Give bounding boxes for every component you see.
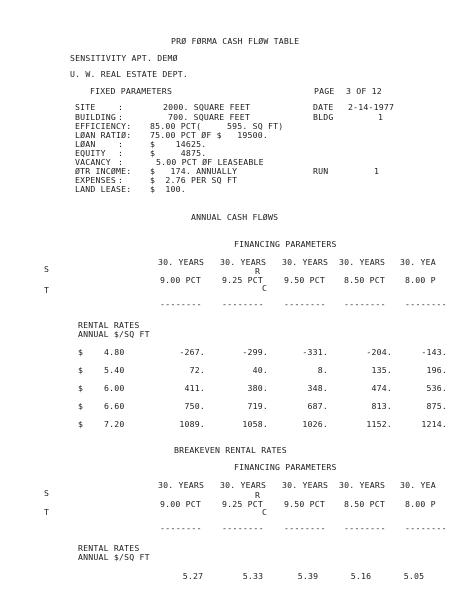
rental-rate: 6.60 bbox=[104, 401, 125, 411]
side-letter-s: S bbox=[44, 264, 50, 274]
rental-rates-label: RENTAL RATES bbox=[78, 543, 140, 553]
cash-flow-value: 474. bbox=[371, 383, 392, 393]
param-value: 700. SQUARE FEET bbox=[168, 112, 251, 122]
cash-flow-value: 411. bbox=[184, 383, 205, 393]
rate-header: 8.50 PCT bbox=[344, 275, 386, 285]
param-value: $ 174. ANNUALLY bbox=[150, 166, 238, 176]
annual-cash-flows-title: ANNUAL CASH FLØWS bbox=[191, 212, 279, 222]
rate-header: 8.00 P bbox=[405, 499, 436, 509]
date-label: DATE bbox=[313, 102, 334, 112]
breakeven-value: 5.27 bbox=[182, 571, 204, 581]
cash-flow-value: -267. bbox=[179, 347, 205, 357]
document-title: PRØ FØRMA CASH FLØW TABLE bbox=[171, 36, 300, 46]
date-value: 2-14-1977 bbox=[348, 102, 395, 112]
param-sep: : bbox=[118, 102, 124, 112]
cash-flow-value: 8. bbox=[317, 365, 328, 375]
rate-header: 9.00 PCT bbox=[160, 499, 202, 509]
rate-header: 9.50 PCT bbox=[284, 275, 326, 285]
rental-rate: 4.80 bbox=[104, 347, 125, 357]
page-label: PAGE bbox=[314, 86, 335, 96]
cash-flow-value: 40. bbox=[252, 365, 268, 375]
header-rule: -------- bbox=[222, 299, 264, 309]
cash-flow-value: 1214. bbox=[421, 419, 447, 429]
cash-flow-value: 875. bbox=[426, 401, 447, 411]
currency-symbol: $ bbox=[78, 347, 84, 357]
param-label: LØAN RATIØ: bbox=[75, 130, 132, 140]
param-value: 2000. SQUARE FEET bbox=[163, 102, 251, 112]
cash-flow-value: 687. bbox=[307, 401, 328, 411]
term-header: 30. YEARS bbox=[339, 257, 386, 267]
param-label: EQUITY bbox=[75, 148, 106, 158]
param-label: VACANCY bbox=[75, 157, 111, 167]
header-rule: -------- bbox=[344, 523, 386, 533]
side-letter-c: C bbox=[262, 283, 268, 293]
param-sep: : bbox=[118, 148, 124, 158]
term-header: 30. YEARS bbox=[282, 480, 329, 490]
param-value: $ 14625. bbox=[150, 139, 207, 149]
cash-flow-value: 135. bbox=[371, 365, 392, 375]
term-header: 30. YEARS bbox=[220, 480, 267, 490]
param-value: 85.00 PCT( 595. SQ FT) bbox=[150, 121, 284, 131]
term-header: 30. YEARS bbox=[282, 257, 329, 267]
currency-symbol: $ bbox=[78, 401, 84, 411]
breakeven-title: BREAKEVEN RENTAL RATES bbox=[174, 445, 287, 455]
currency-symbol: $ bbox=[78, 419, 84, 429]
breakeven-value: 5.16 bbox=[350, 571, 372, 581]
breakeven-value: 5.05 bbox=[403, 571, 425, 581]
header-rule: -------- bbox=[160, 299, 202, 309]
param-value: $ 100. bbox=[150, 184, 186, 194]
param-value: $ 4875. bbox=[150, 148, 207, 158]
financing-parameters-heading: FINANCING PARAMETERS bbox=[234, 462, 337, 472]
rental-rate: 6.00 bbox=[104, 383, 125, 393]
rate-header: 9.50 PCT bbox=[284, 499, 326, 509]
term-header: 30. YEARS bbox=[339, 480, 386, 490]
bldg-value: 1 bbox=[378, 112, 384, 122]
rental-rate: 7.20 bbox=[104, 419, 125, 429]
header-rule: -------- bbox=[405, 523, 447, 533]
term-header: 30. YEARS bbox=[158, 257, 205, 267]
param-sep: : bbox=[118, 157, 124, 167]
currency-symbol: $ bbox=[78, 383, 84, 393]
side-letter-t: T bbox=[44, 507, 50, 517]
rental-rate: 5.40 bbox=[104, 365, 125, 375]
cash-flow-value: 348. bbox=[307, 383, 328, 393]
cash-flow-value: 196. bbox=[426, 365, 447, 375]
param-label: BUILDING bbox=[75, 112, 117, 122]
param-label: LAND LEASE: bbox=[75, 184, 132, 194]
page-value: 3 OF 12 bbox=[346, 86, 382, 96]
header-rule: -------- bbox=[160, 523, 202, 533]
breakeven-value: 5.39 bbox=[297, 571, 319, 581]
side-letter-r: R bbox=[255, 490, 261, 500]
financing-parameters-heading: FINANCING PARAMETERS bbox=[234, 239, 337, 249]
term-header: 30. YEA bbox=[400, 257, 436, 267]
header-rule: -------- bbox=[405, 299, 447, 309]
param-value: 5.00 PCT ØF LEASEABLE bbox=[156, 157, 264, 167]
rate-header: 9.25 PCT bbox=[222, 499, 264, 509]
param-value: 75.00 PCT ØF $ 19500. bbox=[150, 130, 268, 140]
param-label: SITE bbox=[75, 102, 96, 112]
cash-flow-value: -299. bbox=[242, 347, 268, 357]
cash-flow-value: 380. bbox=[247, 383, 268, 393]
cash-flow-value: -204. bbox=[366, 347, 392, 357]
side-letter-t: T bbox=[44, 285, 50, 295]
param-label: LØAN bbox=[75, 139, 96, 149]
side-letter-c: C bbox=[262, 507, 268, 517]
breakeven-value: 5.33 bbox=[242, 571, 264, 581]
param-value: $ 2.76 PER SQ FT bbox=[150, 175, 238, 185]
cash-flow-value: 750. bbox=[184, 401, 205, 411]
param-label: EXPENSES bbox=[75, 175, 117, 185]
header-rule: -------- bbox=[284, 523, 326, 533]
side-letter-r: R bbox=[255, 266, 261, 276]
param-sep: : bbox=[118, 139, 124, 149]
run-value: 1 bbox=[374, 166, 380, 176]
param-label: ØTR INCØME: bbox=[75, 166, 132, 176]
cash-flow-value: -331. bbox=[302, 347, 328, 357]
side-letter-s: S bbox=[44, 488, 50, 498]
cash-flow-value: 536. bbox=[426, 383, 447, 393]
annual-unit-label: ANNUAL $/SQ FT bbox=[78, 552, 150, 562]
cash-flow-value: 1026. bbox=[302, 419, 328, 429]
subtitle: SENSITIVITY APT. DEMØ bbox=[70, 53, 178, 63]
rate-header: 8.50 PCT bbox=[344, 499, 386, 509]
term-header: 30. YEARS bbox=[220, 257, 267, 267]
cash-flow-value: 813. bbox=[371, 401, 392, 411]
currency-symbol: $ bbox=[78, 365, 84, 375]
run-label: RUN bbox=[313, 166, 329, 176]
cash-flow-value: 719. bbox=[247, 401, 268, 411]
cash-flow-value: 1089. bbox=[179, 419, 205, 429]
annual-unit-label: ANNUAL $/SQ FT bbox=[78, 329, 150, 339]
cash-flow-value: 1058. bbox=[242, 419, 268, 429]
rental-rates-label: RENTAL RATES bbox=[78, 320, 140, 330]
fixed-parameters-heading: FIXED PARAMETERS bbox=[90, 86, 173, 96]
department: U. W. REAL ESTATE DEPT. bbox=[70, 69, 188, 79]
header-rule: -------- bbox=[284, 299, 326, 309]
param-sep: : bbox=[118, 175, 124, 185]
term-header: 30. YEA bbox=[400, 480, 436, 490]
cash-flow-value: 1152. bbox=[366, 419, 392, 429]
rate-header: 9.25 PCT bbox=[222, 275, 264, 285]
bldg-label: BLDG bbox=[313, 112, 334, 122]
cash-flow-value: -143. bbox=[421, 347, 447, 357]
param-label: EFFICIENCY: bbox=[75, 121, 132, 131]
param-sep: : bbox=[118, 112, 124, 122]
term-header: 30. YEARS bbox=[158, 480, 205, 490]
rate-header: 9.00 PCT bbox=[160, 275, 202, 285]
header-rule: -------- bbox=[222, 523, 264, 533]
cash-flow-value: 72. bbox=[189, 365, 205, 375]
rate-header: 8.00 P bbox=[405, 275, 436, 285]
header-rule: -------- bbox=[344, 299, 386, 309]
